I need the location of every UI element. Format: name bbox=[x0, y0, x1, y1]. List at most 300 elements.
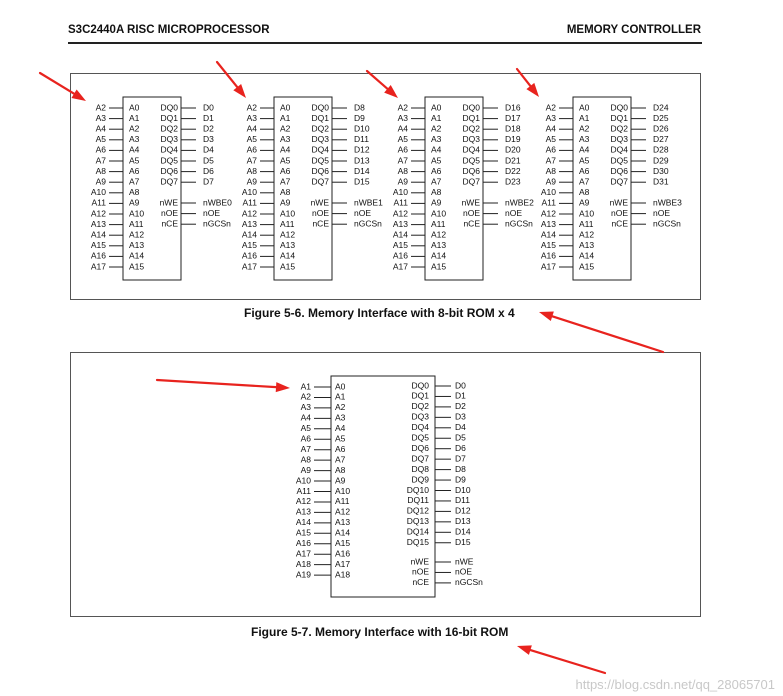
pin-addr-label: A1 bbox=[579, 112, 590, 123]
pin-addr-label: A7 bbox=[129, 176, 140, 187]
ext-data-label: D25 bbox=[653, 112, 669, 123]
pin-addr-label: A14 bbox=[280, 250, 296, 261]
ext-data-label: D13 bbox=[455, 516, 471, 527]
ext-ctrl-label: nGCSn bbox=[354, 218, 382, 229]
pin-data-label: DQ1 bbox=[462, 112, 480, 123]
pin-data-label: DQ7 bbox=[160, 176, 178, 187]
ext-data-label: D4 bbox=[455, 422, 466, 433]
pin-addr-label: A3 bbox=[579, 134, 590, 145]
pin-data-label: DQ2 bbox=[411, 401, 429, 412]
pin-addr-label: A10 bbox=[431, 208, 447, 219]
pin-addr-label: A15 bbox=[280, 261, 296, 272]
pin-addr-label: A7 bbox=[579, 176, 590, 187]
pin-addr-label: A2 bbox=[335, 402, 346, 413]
pin-addr-label: A2 bbox=[280, 123, 291, 134]
figure-5-6-caption: Figure 5-6. Memory Interface with 8-bit ROM x 4 bbox=[244, 306, 515, 320]
pin-addr-label: A11 bbox=[579, 218, 594, 229]
ext-data-label: D31 bbox=[653, 176, 669, 187]
ext-data-label: D8 bbox=[455, 463, 466, 474]
pin-data-label: DQ14 bbox=[406, 526, 429, 537]
pin-addr-label: A12 bbox=[579, 229, 595, 240]
ext-data-label: D12 bbox=[354, 144, 370, 155]
pin-data-label: DQ9 bbox=[411, 474, 429, 485]
ext-data-label: D29 bbox=[653, 155, 669, 166]
ext-addr-label: A14 bbox=[392, 229, 408, 240]
ext-addr-label: A9 bbox=[95, 176, 106, 187]
ext-addr-label: A3 bbox=[246, 112, 257, 123]
arrow-a1-16bit-head bbox=[276, 382, 290, 392]
pin-addr-label: A13 bbox=[579, 240, 595, 251]
pin-addr-label: A6 bbox=[280, 165, 291, 176]
ext-addr-label: A2 bbox=[545, 102, 556, 113]
ext-addr-label: A10 bbox=[90, 187, 106, 198]
ext-data-label: D7 bbox=[203, 176, 214, 187]
ext-addr-label: A4 bbox=[300, 412, 311, 423]
ext-addr-label: A7 bbox=[246, 155, 257, 166]
ext-data-label: D15 bbox=[354, 176, 370, 187]
pin-addr-label: A13 bbox=[431, 240, 447, 251]
ext-addr-label: A4 bbox=[246, 123, 257, 134]
pin-ctrl-label: nCE bbox=[312, 218, 329, 229]
ext-addr-label: A14 bbox=[540, 229, 556, 240]
pin-addr-label: A8 bbox=[335, 464, 346, 475]
ext-data-label: D7 bbox=[455, 453, 466, 464]
pin-addr-label: A11 bbox=[280, 218, 295, 229]
pin-addr-label: A1 bbox=[280, 112, 291, 123]
ext-addr-label: A16 bbox=[295, 538, 311, 548]
pin-addr-label: A3 bbox=[280, 134, 291, 145]
ext-addr-label: A10 bbox=[392, 187, 408, 198]
pin-addr-label: A15 bbox=[431, 261, 447, 272]
header-title-left: S3C2440A RISC MICROPROCESSOR bbox=[68, 24, 270, 36]
ext-data-label: D28 bbox=[653, 144, 669, 155]
ext-addr-label: A6 bbox=[300, 433, 311, 444]
pin-addr-label: A10 bbox=[579, 208, 595, 219]
ext-addr-label: A13 bbox=[295, 506, 311, 517]
pin-data-label: DQ5 bbox=[411, 432, 429, 443]
ext-addr-label: A17 bbox=[392, 261, 408, 272]
pin-data-label: DQ12 bbox=[406, 505, 429, 516]
ext-addr-label: A13 bbox=[392, 218, 408, 229]
pin-addr-label: A4 bbox=[280, 144, 291, 155]
ext-addr-label: A2 bbox=[300, 391, 311, 402]
pin-addr-label: A5 bbox=[129, 155, 140, 166]
pin-ctrl-label: nCE bbox=[463, 218, 480, 229]
ext-addr-label: A8 bbox=[95, 165, 106, 176]
ext-ctrl-label: nWE bbox=[455, 556, 474, 567]
ext-addr-label: A10 bbox=[295, 475, 311, 486]
pin-data-label: DQ2 bbox=[160, 123, 178, 134]
ext-addr-label: A16 bbox=[90, 250, 106, 261]
ext-addr-label: A18 bbox=[295, 558, 311, 569]
pin-addr-label: A15 bbox=[579, 261, 595, 272]
ext-addr-label: A17 bbox=[241, 261, 257, 272]
pin-data-label: DQ6 bbox=[311, 165, 329, 176]
pin-ctrl-label: nCE bbox=[161, 218, 178, 229]
pin-addr-label: A12 bbox=[129, 229, 145, 240]
pin-addr-label: A14 bbox=[579, 250, 595, 261]
pin-addr-label: A1 bbox=[335, 391, 346, 402]
pin-addr-label: A11 bbox=[129, 218, 144, 229]
ext-addr-label: A5 bbox=[95, 134, 106, 145]
ext-addr-label: A12 bbox=[392, 208, 408, 219]
pin-data-label: DQ1 bbox=[411, 390, 429, 401]
pin-data-label: DQ6 bbox=[160, 165, 178, 176]
ext-addr-label: A15 bbox=[295, 527, 311, 538]
pin-data-label: DQ2 bbox=[610, 123, 628, 134]
ext-addr-label: A2 bbox=[246, 102, 257, 113]
arrow-a2-chip0-head bbox=[71, 89, 86, 101]
pin-addr-label: A14 bbox=[431, 250, 447, 261]
ext-ctrl-label: nGCSn bbox=[653, 218, 681, 229]
pin-data-label: DQ15 bbox=[406, 537, 429, 547]
pin-addr-label: A0 bbox=[335, 381, 346, 392]
arrow-a1-16bit-shaft bbox=[157, 380, 276, 387]
ext-addr-label: A13 bbox=[90, 218, 106, 229]
ext-addr-label: A2 bbox=[397, 102, 408, 113]
ext-data-label: D4 bbox=[203, 144, 214, 155]
ext-addr-label: A16 bbox=[540, 250, 556, 261]
pin-addr-label: A18 bbox=[335, 569, 351, 580]
pin-addr-label: A13 bbox=[280, 240, 296, 251]
ext-addr-label: A8 bbox=[300, 454, 311, 465]
ext-data-label: D22 bbox=[505, 165, 521, 176]
ext-ctrl-label: nWBE3 bbox=[653, 197, 682, 208]
pin-data-label: DQ4 bbox=[411, 422, 429, 433]
pin-addr-label: A12 bbox=[431, 229, 447, 240]
ext-addr-label: A13 bbox=[540, 218, 556, 229]
pin-data-label: DQ2 bbox=[462, 123, 480, 134]
ext-data-label: D26 bbox=[653, 123, 669, 134]
ext-addr-label: A9 bbox=[246, 176, 257, 187]
pin-data-label: DQ0 bbox=[462, 102, 480, 113]
ext-addr-label: A6 bbox=[397, 144, 408, 155]
ext-addr-label: A17 bbox=[540, 261, 556, 272]
pin-addr-label: A11 bbox=[335, 496, 350, 507]
ext-data-label: D13 bbox=[354, 155, 370, 166]
pin-data-label: DQ0 bbox=[311, 102, 329, 113]
ext-data-label: D14 bbox=[455, 526, 471, 537]
pin-data-label: DQ7 bbox=[411, 453, 429, 464]
pin-data-label: DQ0 bbox=[160, 102, 178, 113]
arrow-a2-chip2-shaft bbox=[367, 71, 387, 89]
pin-addr-label: A8 bbox=[129, 187, 140, 198]
pin-ctrl-label: nWE bbox=[410, 556, 429, 567]
pin-data-label: DQ3 bbox=[311, 134, 329, 145]
ext-data-label: D19 bbox=[505, 134, 521, 145]
ext-ctrl-label: nGCSn bbox=[203, 218, 231, 229]
ext-addr-label: A13 bbox=[241, 218, 257, 229]
ext-addr-label: A16 bbox=[241, 250, 257, 261]
ext-addr-label: A8 bbox=[545, 165, 556, 176]
pin-addr-label: A2 bbox=[129, 123, 140, 134]
ext-addr-label: A8 bbox=[397, 165, 408, 176]
ext-addr-label: A16 bbox=[392, 250, 408, 261]
pin-addr-label: A9 bbox=[431, 197, 442, 208]
ext-addr-label: A5 bbox=[545, 134, 556, 145]
pin-addr-label: A5 bbox=[579, 155, 590, 166]
pin-ctrl-label: nOE bbox=[411, 566, 429, 577]
pin-data-label: DQ0 bbox=[610, 102, 628, 113]
ext-addr-label: A4 bbox=[397, 123, 408, 134]
pin-addr-label: A11 bbox=[431, 218, 446, 229]
pin-data-label: DQ5 bbox=[160, 155, 178, 166]
ext-addr-label: A5 bbox=[397, 134, 408, 145]
pin-addr-label: A5 bbox=[280, 155, 291, 166]
ext-addr-label: A12 bbox=[90, 208, 106, 219]
pin-data-label: DQ11 bbox=[407, 495, 429, 506]
pin-addr-label: A0 bbox=[431, 102, 442, 113]
arrow-caption-5-6-head bbox=[539, 312, 554, 322]
ext-addr-label: A11 bbox=[242, 197, 257, 208]
pin-data-label: DQ0 bbox=[411, 380, 429, 391]
pin-data-label: DQ7 bbox=[462, 176, 480, 187]
pin-addr-label: A5 bbox=[335, 433, 346, 444]
pin-addr-label: A3 bbox=[335, 412, 346, 423]
ext-data-label: D0 bbox=[203, 102, 214, 113]
ext-addr-label: A17 bbox=[90, 261, 106, 272]
pin-data-label: DQ4 bbox=[160, 144, 178, 155]
figure-5-7-caption: Figure 5-7. Memory Interface with 16-bit ROM bbox=[251, 625, 509, 639]
ext-ctrl-label: nWBE2 bbox=[505, 197, 534, 208]
pin-ctrl-label: nOE bbox=[462, 207, 480, 218]
pin-addr-label: A7 bbox=[335, 454, 346, 465]
ext-data-label: D2 bbox=[203, 123, 214, 134]
pin-addr-label: A4 bbox=[579, 144, 590, 155]
pin-ctrl-label: nWE bbox=[461, 197, 480, 208]
ext-data-label: D18 bbox=[505, 123, 521, 134]
ext-addr-label: A14 bbox=[295, 517, 311, 528]
ext-addr-label: A9 bbox=[397, 176, 408, 187]
pin-data-label: DQ4 bbox=[311, 144, 329, 155]
pin-addr-label: A8 bbox=[579, 187, 590, 198]
ext-data-label: D6 bbox=[203, 165, 214, 176]
pin-ctrl-label: nWE bbox=[310, 197, 329, 208]
ext-data-label: D1 bbox=[455, 390, 466, 401]
pin-addr-label: A8 bbox=[280, 187, 291, 198]
pin-addr-label: A0 bbox=[129, 102, 140, 113]
ext-addr-label: A11 bbox=[296, 485, 311, 496]
header-title-right: MEMORY CONTROLLER bbox=[566, 24, 701, 36]
pin-data-label: DQ6 bbox=[411, 442, 429, 453]
ext-ctrl-label: nGCSn bbox=[455, 577, 483, 588]
ext-addr-label: A5 bbox=[246, 134, 257, 145]
ext-addr-label: A10 bbox=[540, 187, 556, 198]
ext-addr-label: A9 bbox=[300, 464, 311, 475]
pin-data-label: DQ3 bbox=[610, 134, 628, 145]
ext-data-label: D1 bbox=[203, 112, 214, 123]
pin-data-label: DQ1 bbox=[160, 112, 178, 123]
ext-data-label: D14 bbox=[354, 165, 370, 176]
pin-data-label: DQ10 bbox=[406, 484, 429, 495]
pin-data-label: DQ5 bbox=[610, 155, 628, 166]
pin-data-label: DQ13 bbox=[406, 516, 429, 527]
arrow-caption-5-6-shaft bbox=[552, 316, 663, 352]
ext-addr-label: A14 bbox=[241, 229, 257, 240]
watermark: https://blog.csdn.net/qq_28065701 bbox=[575, 677, 775, 692]
pin-ctrl-label: nOE bbox=[311, 207, 329, 218]
pin-data-label: DQ7 bbox=[610, 176, 628, 187]
pin-addr-label: A6 bbox=[335, 443, 346, 454]
ext-data-label: D17 bbox=[505, 112, 521, 123]
arrow-caption-5-7-shaft bbox=[530, 650, 605, 673]
pin-addr-label: A1 bbox=[431, 112, 442, 123]
ext-data-label: D12 bbox=[455, 505, 471, 516]
ext-addr-label: A11 bbox=[91, 197, 106, 208]
ext-addr-label: A15 bbox=[241, 240, 257, 251]
pin-addr-label: A2 bbox=[579, 123, 590, 134]
pin-data-label: DQ3 bbox=[160, 134, 178, 145]
ext-data-label: D10 bbox=[455, 484, 471, 495]
ext-addr-label: A8 bbox=[246, 165, 257, 176]
pin-addr-label: A4 bbox=[335, 423, 346, 434]
pin-data-label: DQ6 bbox=[610, 165, 628, 176]
ext-data-label: D30 bbox=[653, 165, 669, 176]
pin-data-label: DQ2 bbox=[311, 123, 329, 134]
pin-addr-label: A6 bbox=[129, 165, 140, 176]
pin-ctrl-label: nWE bbox=[159, 197, 178, 208]
ext-data-label: D21 bbox=[505, 155, 521, 166]
ext-data-label: D9 bbox=[354, 112, 365, 123]
ext-data-label: D9 bbox=[455, 474, 466, 485]
pin-addr-label: A9 bbox=[579, 197, 590, 208]
pin-addr-label: A0 bbox=[579, 102, 590, 113]
pin-ctrl-label: nWE bbox=[609, 197, 628, 208]
ext-data-label: D5 bbox=[203, 155, 214, 166]
pin-addr-label: A4 bbox=[129, 144, 140, 155]
ext-ctrl-label: nGCSn bbox=[505, 218, 533, 229]
ext-ctrl-label: nOE bbox=[505, 207, 523, 218]
pin-addr-label: A4 bbox=[431, 144, 442, 155]
pin-addr-label: A14 bbox=[335, 527, 351, 538]
ext-addr-label: A15 bbox=[540, 240, 556, 251]
pin-addr-label: A15 bbox=[335, 538, 351, 548]
ext-addr-label: A12 bbox=[540, 208, 556, 219]
ext-addr-label: A7 bbox=[545, 155, 556, 166]
ext-addr-label: A7 bbox=[300, 443, 311, 454]
arrow-a2-chip1-shaft bbox=[217, 62, 237, 87]
ext-addr-label: A4 bbox=[545, 123, 556, 134]
pin-addr-label: A13 bbox=[129, 240, 145, 251]
ext-addr-label: A17 bbox=[295, 548, 311, 559]
pin-data-label: DQ4 bbox=[462, 144, 480, 155]
pin-addr-label: A9 bbox=[335, 475, 346, 486]
pin-addr-label: A13 bbox=[335, 517, 351, 528]
ext-addr-label: A6 bbox=[95, 144, 106, 155]
pin-data-label: DQ3 bbox=[462, 134, 480, 145]
ext-data-label: D10 bbox=[354, 123, 370, 134]
pin-addr-label: A2 bbox=[431, 123, 442, 134]
pin-addr-label: A3 bbox=[431, 134, 442, 145]
pin-data-label: DQ3 bbox=[411, 411, 429, 422]
arrow-caption-5-7-head bbox=[517, 645, 532, 655]
pin-data-label: DQ5 bbox=[462, 155, 480, 166]
ext-addr-label: A15 bbox=[90, 240, 106, 251]
pin-ctrl-label: nOE bbox=[610, 207, 628, 218]
ext-addr-label: A10 bbox=[241, 187, 257, 198]
pin-addr-label: A6 bbox=[431, 165, 442, 176]
arrow-a2-chip3-shaft bbox=[517, 69, 530, 86]
ext-ctrl-label: nOE bbox=[354, 207, 372, 218]
ext-addr-label: A15 bbox=[392, 240, 408, 251]
ext-addr-label: A3 bbox=[545, 112, 556, 123]
ext-data-label: D23 bbox=[505, 176, 521, 187]
ext-addr-label: A7 bbox=[95, 155, 106, 166]
ext-addr-label: A11 bbox=[541, 197, 556, 208]
pin-addr-label: A17 bbox=[335, 558, 351, 569]
ext-data-label: D11 bbox=[354, 134, 369, 145]
pin-addr-label: A10 bbox=[129, 208, 145, 219]
ext-data-label: D2 bbox=[455, 401, 466, 412]
ext-addr-label: A6 bbox=[545, 144, 556, 155]
pin-data-label: DQ7 bbox=[311, 176, 329, 187]
ext-addr-label: A9 bbox=[545, 176, 556, 187]
ext-data-label: D15 bbox=[455, 537, 471, 547]
ext-addr-label: A7 bbox=[397, 155, 408, 166]
pin-data-label: DQ8 bbox=[411, 463, 429, 474]
ext-data-label: D3 bbox=[203, 134, 214, 145]
pin-addr-label: A6 bbox=[579, 165, 590, 176]
ext-addr-label: A3 bbox=[397, 112, 408, 123]
arrow-a2-chip0-shaft bbox=[40, 73, 74, 94]
pin-addr-label: A7 bbox=[280, 176, 291, 187]
pin-addr-label: A0 bbox=[280, 102, 291, 113]
pin-ctrl-label: nCE bbox=[412, 577, 429, 588]
ext-addr-label: A11 bbox=[393, 197, 408, 208]
pin-data-label: DQ1 bbox=[610, 112, 628, 123]
pin-addr-label: A3 bbox=[129, 134, 140, 145]
pin-addr-label: A1 bbox=[129, 112, 140, 123]
pin-addr-label: A5 bbox=[431, 155, 442, 166]
pin-data-label: DQ4 bbox=[610, 144, 628, 155]
pin-addr-label: A16 bbox=[335, 548, 351, 559]
pin-ctrl-label: nOE bbox=[160, 207, 178, 218]
ext-addr-label: A14 bbox=[90, 229, 106, 240]
ext-data-label: D27 bbox=[653, 134, 669, 145]
ext-ctrl-label: nOE bbox=[203, 207, 221, 218]
ext-addr-label: A6 bbox=[246, 144, 257, 155]
ext-ctrl-label: nWBE0 bbox=[203, 197, 232, 208]
ext-data-label: D3 bbox=[455, 411, 466, 422]
ext-data-label: D16 bbox=[505, 102, 521, 113]
ext-addr-label: A19 bbox=[295, 569, 311, 580]
ext-data-label: D8 bbox=[354, 102, 365, 113]
ext-addr-label: A2 bbox=[95, 102, 106, 113]
ext-ctrl-label: nWBE1 bbox=[354, 197, 383, 208]
pin-ctrl-label: nCE bbox=[611, 218, 628, 229]
ext-data-label: D24 bbox=[653, 102, 669, 113]
ext-data-label: D0 bbox=[455, 380, 466, 391]
pin-data-label: DQ6 bbox=[462, 165, 480, 176]
ext-ctrl-label: nOE bbox=[653, 207, 671, 218]
pin-addr-label: A15 bbox=[129, 261, 145, 272]
ext-ctrl-label: nOE bbox=[455, 566, 473, 577]
ext-addr-label: A3 bbox=[95, 112, 106, 123]
ext-data-label: D6 bbox=[455, 442, 466, 453]
ext-addr-label: A5 bbox=[300, 423, 311, 434]
ext-data-label: D5 bbox=[455, 432, 466, 443]
pin-data-label: DQ5 bbox=[311, 155, 329, 166]
pin-addr-label: A9 bbox=[280, 197, 291, 208]
pin-addr-label: A9 bbox=[129, 197, 140, 208]
ext-addr-label: A3 bbox=[300, 402, 311, 413]
pin-addr-label: A8 bbox=[431, 187, 442, 198]
pin-addr-label: A12 bbox=[335, 506, 351, 517]
pin-data-label: DQ1 bbox=[311, 112, 329, 123]
pin-addr-label: A12 bbox=[280, 229, 296, 240]
ext-data-label: D20 bbox=[505, 144, 521, 155]
pin-addr-label: A7 bbox=[431, 176, 442, 187]
